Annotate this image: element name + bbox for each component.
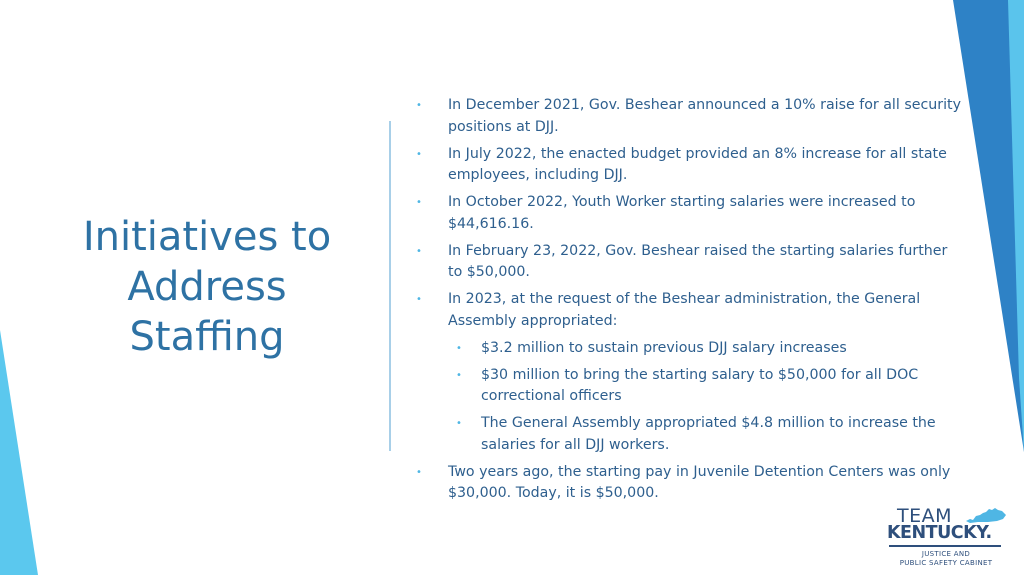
bullet-item: • In October 2022, Youth Worker starting salaries were increased to $44,616.16. xyxy=(415,192,965,235)
bullet-item: • In February 23, 2022, Gov. Beshear raised the starting salaries further to $50,000. xyxy=(415,241,965,284)
logo-team-text: TEAM xyxy=(897,505,953,527)
logo-subtitle-line-2: PUBLIC SAFETY CABINET xyxy=(899,559,993,567)
vertical-divider xyxy=(389,121,391,451)
sub-bullet-item: • The General Assembly appropriated $4.8 million to increase the salaries for all DJJ workers. xyxy=(415,413,965,456)
logo-subtitle-line-1: JUSTICE AND xyxy=(921,550,971,558)
left-accent-light xyxy=(0,330,38,575)
bullet-list xyxy=(415,95,965,510)
bullet-item: • In December 2021, Gov. Beshear announced a 10% raise for all security positions at DJJ. xyxy=(415,95,965,138)
title-line-1: Initiatives to xyxy=(82,214,332,260)
bullet-item: • In July 2022, the enacted budget provided an 8% increase for all state employees, including DJJ. xyxy=(415,144,965,187)
title-line-2: Address xyxy=(127,264,287,310)
team-kentucky-logo xyxy=(884,505,1012,569)
slide-title xyxy=(62,212,352,362)
bullet-item: • Two years ago, the starting pay in Juvenile Detention Centers was only $30,000. Today, it is $50,000. xyxy=(415,462,965,505)
logo-divider xyxy=(889,545,1001,547)
logo-kentucky-text: KENTUCKY. xyxy=(887,523,992,543)
sub-bullet-item: • $30 million to bring the starting salary to $50,000 for all DOC correctional officers xyxy=(415,365,965,408)
bullet-item: • In 2023, at the request of the Beshear administration, the General Assembly appropriated: xyxy=(415,289,965,332)
sub-bullet-item: • $3.2 million to sustain previous DJJ salary increases xyxy=(415,338,965,360)
title-line-3: Staffing xyxy=(129,314,285,360)
